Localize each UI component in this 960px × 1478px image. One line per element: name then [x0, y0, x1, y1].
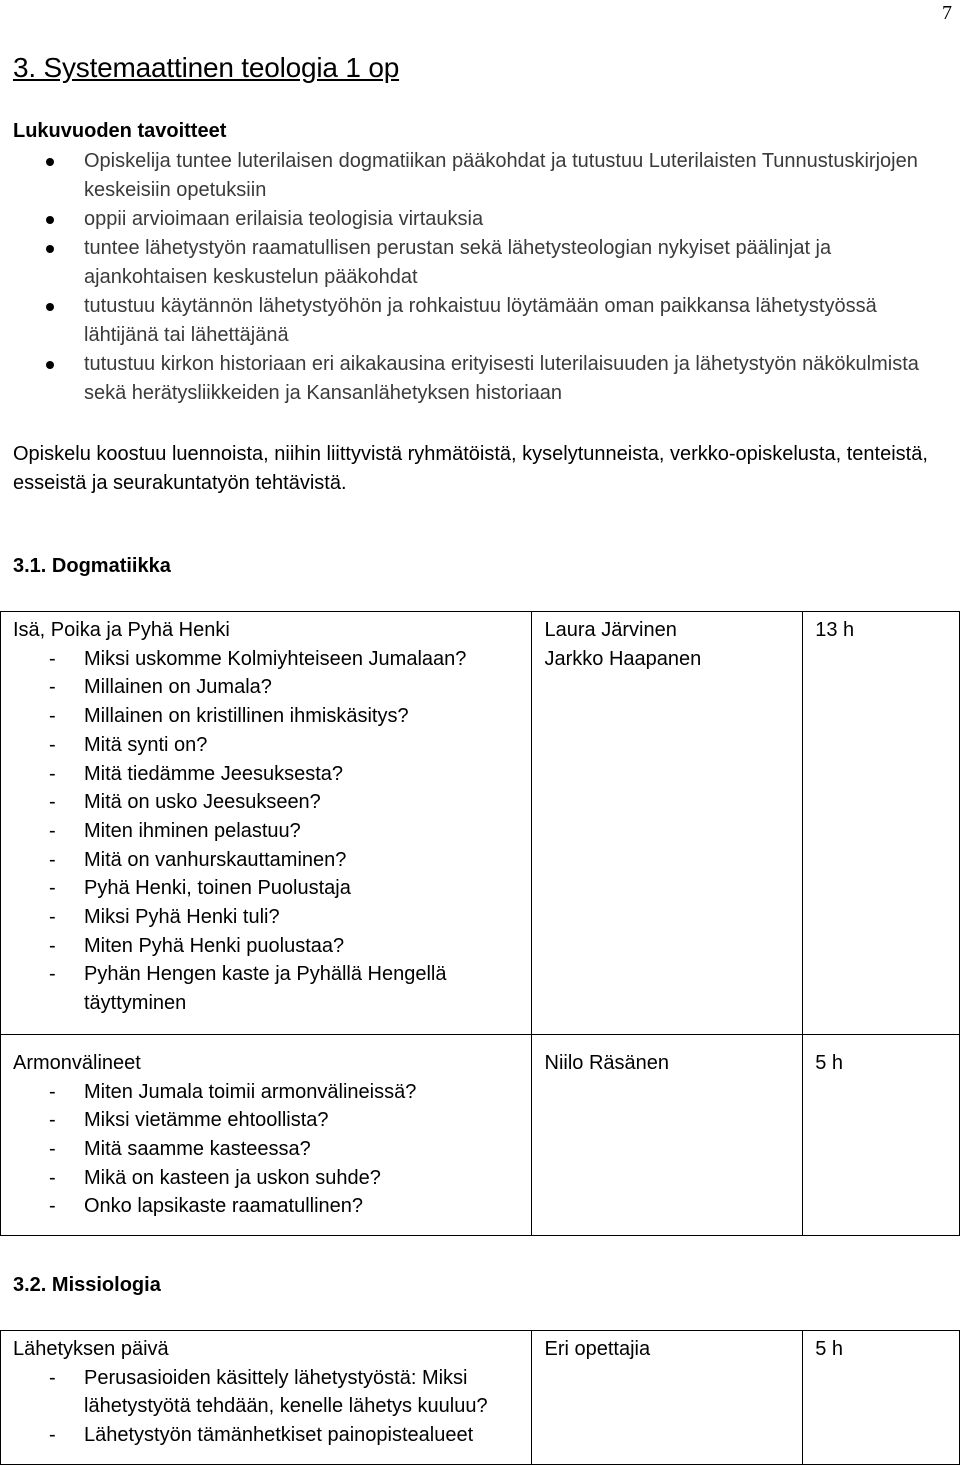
question-item: - Mitä saamme kasteessa? — [13, 1135, 521, 1164]
question-item: - Miten Pyhä Henki puolustaa? — [13, 932, 521, 961]
list-item: tutustuu kirkon historiaan eri aikakausina erityisesti luterilaisuuden ja lähetystyön näkökulmista sekä herätysliikkeiden ja Kansanlähetyksen historiaan — [13, 350, 953, 408]
list-item: tutustuu käytännön lähetystyöhön ja rohkaistuu löytämään oman paikkansa lähetystyössä lähtijänä tai lähettäjänä — [13, 292, 953, 350]
dash-icon: - — [49, 733, 56, 756]
dash-icon: - — [49, 877, 56, 900]
list-item: Opiskelija tuntee luterilaisen dogmatiikan pääkohdat ja tutustuu Luterilaisten Tunnustuskirjojen keskeisiin opetuksiin — [13, 147, 953, 205]
course-table-dogmatiikka — [0, 611, 960, 1236]
hours-cell: 5 h — [803, 1034, 960, 1235]
dash-icon: - — [49, 1166, 56, 1189]
dash-icon: - — [49, 819, 56, 842]
dash-icon: - — [49, 676, 56, 699]
question-item: - Miksi uskomme Kolmiyhteiseen Jumalaan? — [13, 645, 521, 674]
question-item: - Mitä on vanhurskauttaminen? — [13, 846, 521, 875]
question-item: - Millainen on Jumala? — [13, 673, 521, 702]
dash-icon: - — [49, 934, 56, 957]
topic-title: Armonvälineet — [13, 1051, 141, 1074]
topic-title: Isä, Poika ja Pyhä Henki — [13, 619, 230, 641]
question-item: - Onko lapsikaste raamatullinen? — [13, 1192, 521, 1221]
teacher-cell — [531, 1034, 803, 1235]
topic-cell — [1, 612, 532, 1035]
hours-cell: 5 h — [803, 1331, 960, 1465]
dash-icon: - — [49, 647, 56, 670]
teacher-name: Niilo Räsänen — [544, 1051, 670, 1074]
question-item: - Mikä on kasteen ja uskon suhde? — [13, 1164, 521, 1193]
dash-icon: - — [49, 1080, 56, 1103]
teacher-name: Jarkko Haapanen — [544, 647, 702, 670]
bullet-icon — [46, 361, 54, 369]
topic-cell — [1, 1331, 532, 1465]
question-item: - Pyhä Henki, toinen Puolustaja — [13, 874, 521, 903]
bullet-icon — [46, 158, 54, 166]
hours-cell: 13 h — [803, 612, 960, 1035]
teacher-cell — [531, 612, 803, 1035]
section-heading-dogmatiikka: 3.1. Dogmatiikka — [13, 555, 171, 577]
table-row — [1, 1034, 960, 1235]
question-item: - Mitä on usko Jeesukseen? — [13, 788, 521, 817]
question-item: - Miksi Pyhä Henki tuli? — [13, 903, 521, 932]
dash-icon: - — [49, 1137, 56, 1160]
question-item: - Mitä tiedämme Jeesuksesta? — [13, 760, 521, 789]
list-item: oppii arvioimaan erilaisia teologisia virtauksia — [13, 205, 953, 234]
teacher-cell — [531, 1331, 803, 1465]
dash-icon: - — [49, 906, 56, 929]
dash-icon: - — [49, 791, 56, 814]
dash-icon: - — [49, 963, 56, 986]
question-item: - Miksi vietämme ehtoollista? — [13, 1106, 521, 1135]
question-list — [13, 1364, 521, 1450]
question-item: - Mitä synti on? — [13, 731, 521, 760]
dash-icon: - — [49, 705, 56, 728]
question-item: - Miten Jumala toimii armonvälineissä? — [13, 1078, 521, 1107]
dash-icon: - — [49, 1109, 56, 1132]
topic-cell — [1, 1034, 532, 1235]
question-item: - Pyhän Hengen kaste ja Pyhällä Hengellä täyttyminen — [13, 960, 521, 1017]
bullet-icon — [46, 303, 54, 311]
study-description: Opiskelu koostuu luennoista, niihin liittyvistä ryhmätöistä, kyselytunneista, verkko-opiskelusta, tenteistä, esseistä ja seurakuntatyön tehtävistä. — [13, 443, 928, 494]
teacher-name: Laura Järvinen — [544, 619, 677, 641]
question-list — [13, 1078, 521, 1222]
bullet-icon — [46, 216, 54, 224]
question-item: - Miten ihminen pelastuu? — [13, 817, 521, 846]
teacher-name: Eri opettajia — [544, 1338, 651, 1360]
dash-icon: - — [49, 1195, 56, 1218]
bullet-icon — [46, 245, 54, 253]
goals-heading: Lukuvuoden tavoitteet — [13, 120, 227, 142]
page-title: 3. Systemaattinen teologia 1 op — [13, 52, 400, 83]
page-number: 7 — [942, 2, 952, 24]
table-row — [1, 1331, 960, 1465]
topic-title: Lähetyksen päivä — [13, 1338, 169, 1360]
question-item: - Millainen on kristillinen ihmiskäsitys? — [13, 702, 521, 731]
list-item: tuntee lähetystyön raamatullisen perustan sekä lähetysteologian nykyiset päälinjat ja ajankohtaisen keskustelun pääkohdat — [13, 234, 953, 292]
dash-icon: - — [49, 1424, 56, 1447]
course-table-missiologia — [0, 1330, 960, 1465]
dash-icon: - — [49, 848, 56, 871]
dash-icon: - — [49, 1366, 56, 1389]
question-list — [13, 645, 521, 1018]
question-item: - Perusasioiden käsittely lähetystyöstä: Miksi lähetystyötä tehdään, kenelle lähetys kuuluu? — [13, 1364, 521, 1421]
question-item: - Lähetystyön tämänhetkiset painopistealueet — [13, 1421, 521, 1450]
section-heading-missiologia: 3.2. Missiologia — [13, 1274, 161, 1296]
dash-icon: - — [49, 762, 56, 785]
table-row — [1, 612, 960, 1035]
goals-list — [13, 147, 953, 408]
